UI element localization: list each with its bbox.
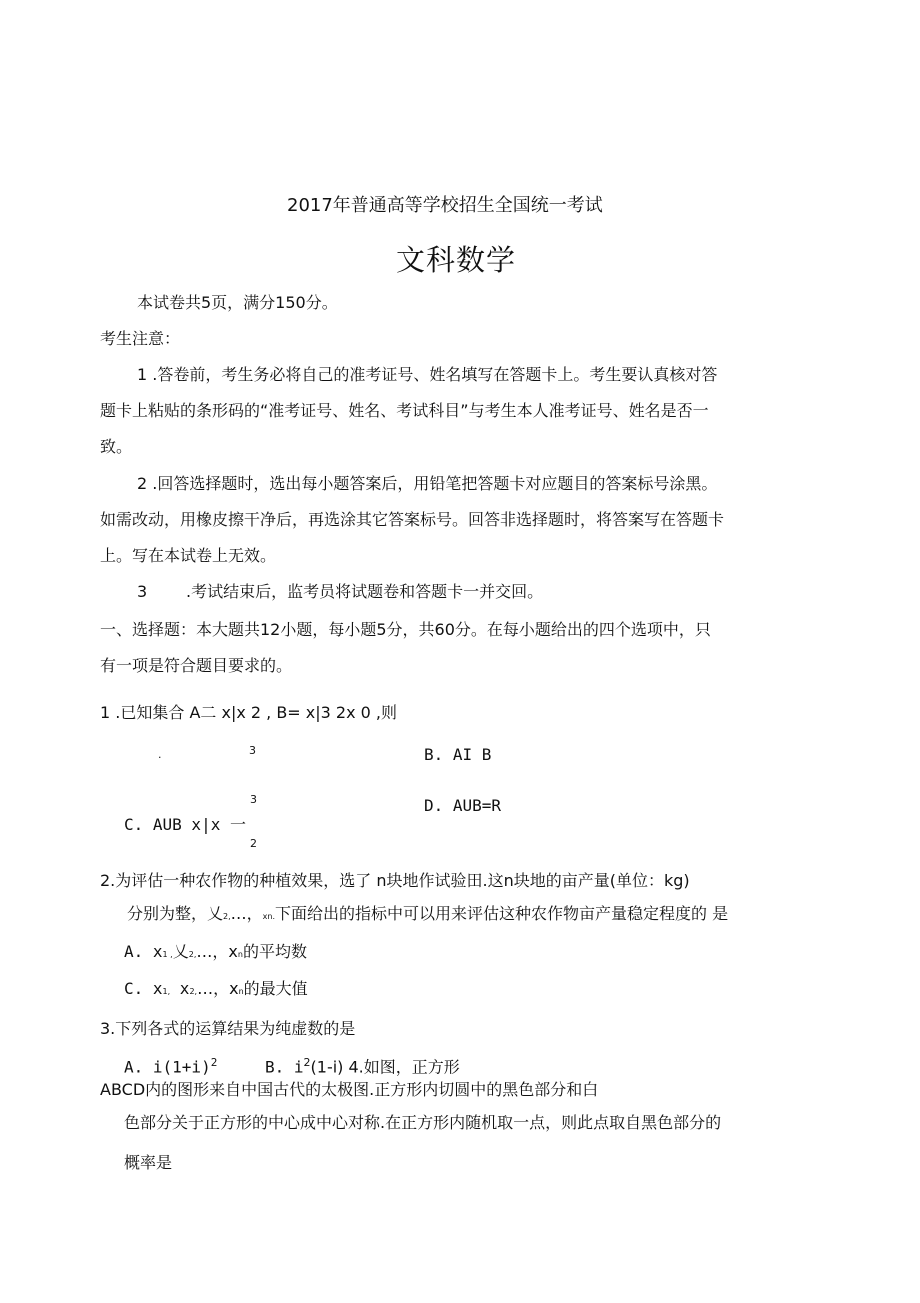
q3-option-b-text: (1-i) 4.如图，正方形 — [310, 1057, 460, 1077]
q1-option-c-superscript: 3 — [250, 793, 257, 806]
instruction-3-text: .考试结束后，监考员将试题卷和答题卡一并交回。 — [186, 582, 544, 601]
q2-option-c-ellipsis: …，x — [197, 979, 239, 998]
q2-stem-line-2 — [127, 904, 728, 923]
q1-option-d: D. AUB=R — [424, 796, 502, 815]
q4-stem-line-1: ABCD内的图形来自中国古代的太极图.正方形内切圆中的黑色部分和白 — [100, 1080, 599, 1099]
instruction-2-line-1: 2 .回答选择题时，选出每小题答案后，用铅笔把答题卡对应题目的答案标号涂黑。 — [137, 474, 718, 493]
instruction-1-line-2: 题卡上粘贴的条形码的“准考证号、姓名、考试科目”与考生本人准考证号、姓名是否一 — [100, 401, 709, 420]
q2-option-c-middle: x — [170, 979, 190, 998]
q1-option-a-mark: . — [158, 748, 162, 761]
q2-stem-line-2-middle: …， — [230, 904, 263, 923]
q2-option-a-ellipsis: …，x — [196, 942, 238, 961]
q2-option-a-subscript-n: n — [237, 950, 243, 959]
q2-option-a-end: 的平均数 — [242, 942, 307, 961]
q3-option-a — [124, 1056, 217, 1077]
q1-option-a-superscript: 3 — [249, 744, 256, 757]
instruction-2-line-2: 如需改动，用橡皮擦干净后，再选涂其它答案标号。回答非选择题时，将答案写在答题卡 — [100, 510, 725, 529]
q3-option-b — [265, 1056, 460, 1077]
instruction-1-line-1: 1 .答卷前，考生务必将自己的准考证号、姓名填写在答题卡上。考生要认真核对答 — [137, 365, 718, 384]
q1-option-c-subscript: 2 — [250, 837, 257, 850]
q3-option-b-start: B. i — [265, 1057, 304, 1077]
q4-stem-line-2: 色部分关于正方形的中心成中心对称.在正方形内随机取一点，则此点取自黑色部分的 — [124, 1113, 722, 1132]
notice-heading: 考生注意： — [100, 329, 181, 348]
q2-option-a-middle: 乂 — [172, 942, 189, 961]
q2-stem-subscript-n: xn. — [262, 912, 276, 921]
instruction-2-line-3: 上。写在本试卷上无效。 — [100, 546, 277, 565]
q3-option-a-text: A. i(1+i) — [124, 1057, 211, 1077]
section-heading-line-2: 有一项是符合题目要求的。 — [100, 656, 293, 675]
q2-option-c — [124, 979, 308, 998]
instruction-3-number: 3 — [137, 582, 148, 601]
q2-stem-line-2-start: 分别为整，乂 — [127, 904, 224, 923]
paper-summary: 本试卷共5页，满分150分。 — [137, 293, 338, 312]
q1-option-c: C. AUB x|x 一 — [124, 815, 246, 834]
q1-stem: 1 .已知集合 A二 x|x 2 , B= x|3 2x 0 ,则 — [100, 703, 398, 722]
q2-option-c-subscript-n: n — [238, 987, 244, 996]
q2-option-c-subscript-2: 2, — [189, 987, 198, 996]
q3-option-b-superscript: 2 — [303, 1056, 311, 1069]
q2-option-a-start: A. x — [124, 942, 163, 961]
q2-option-a-subscript-2: 2, — [188, 950, 197, 959]
q2-option-c-end: 的最大值 — [243, 979, 308, 998]
q2-stem-line-2-end: 下面给出的指标中可以用来评估这种农作物亩产量稳定程度的 是 — [275, 904, 729, 923]
q2-option-a-subscript-1: 1 , — [162, 950, 173, 959]
q1-option-b: B. AI B — [424, 745, 492, 764]
q3-stem: 3.下列各式的运算结果为纯虚数的是 — [100, 1019, 356, 1038]
q2-option-a — [124, 942, 307, 961]
q2-option-c-start: C. x — [124, 979, 163, 998]
q4-stem-line-3: 概率是 — [124, 1153, 173, 1172]
subject-title: 文科数学 — [396, 243, 517, 277]
q3-option-a-superscript: 2 — [210, 1056, 218, 1069]
exam-title: 2017年普通高等学校招生全国统一考试 — [287, 195, 603, 216]
instruction-1-line-3: 致。 — [100, 437, 133, 456]
section-heading-line-1: 一、选择题：本大题共12小题，每小题5分，共60分。在每小题给出的四个选项中，只 — [100, 620, 711, 639]
q2-option-c-subscript-1: 1, — [162, 987, 171, 996]
q2-stem-subscript-1: 2, — [223, 912, 231, 921]
q2-stem-line-1: 2.为评估一种农作物的种植效果，选了 n块地作试验田.这n块地的亩产量(单位：kg) — [100, 871, 690, 890]
